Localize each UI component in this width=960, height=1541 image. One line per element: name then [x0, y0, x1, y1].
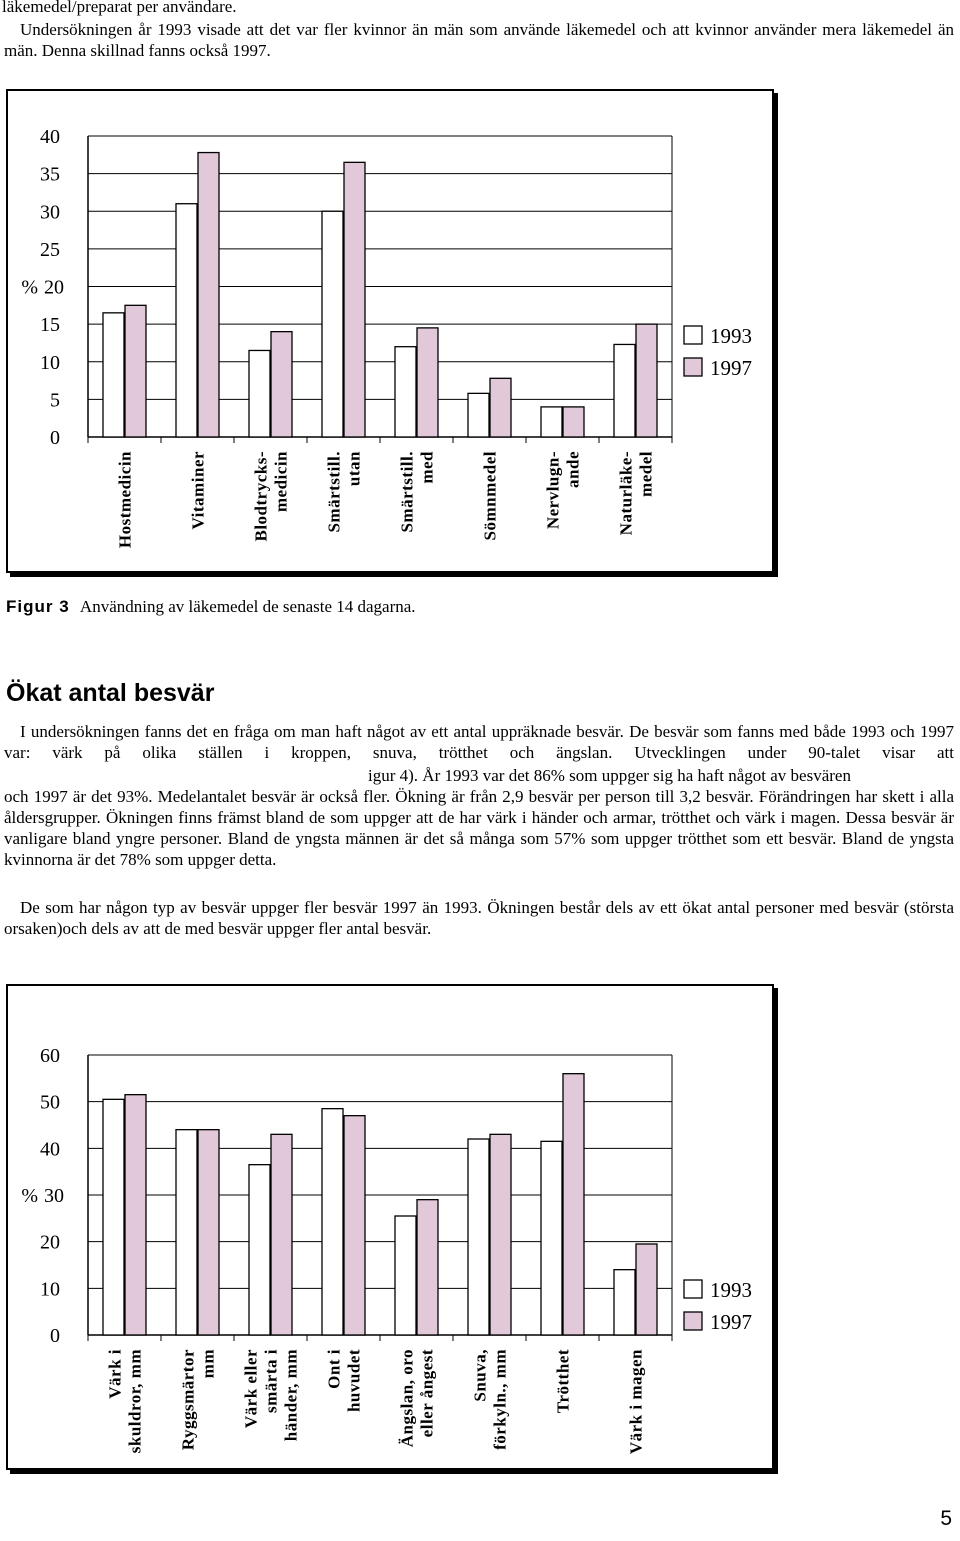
- bar-1993: [541, 1141, 562, 1335]
- bar-1997: [490, 378, 511, 437]
- bar-1997: [490, 1134, 511, 1335]
- y-tick-label: 0: [50, 427, 60, 449]
- x-tick-label-line: Vitaminer: [188, 451, 208, 530]
- x-tick-label-line: Hostmedicin: [115, 451, 135, 549]
- x-tick-label: [617, 451, 656, 535]
- bar-1997: [198, 153, 219, 437]
- bar-1993: [614, 1270, 635, 1335]
- x-tick-label: [398, 1349, 437, 1447]
- x-tick-label-line: Ängslan, oro: [397, 1349, 417, 1448]
- x-tick-label-line: huvudet: [344, 1349, 364, 1413]
- x-tick-label-line: Snuva,: [470, 1349, 490, 1402]
- x-tick-label-line: eller ångest: [417, 1349, 437, 1438]
- bar-1993: [103, 1099, 124, 1335]
- x-tick-label-line: Smärtstill.: [397, 451, 417, 533]
- bar-1997: [636, 324, 657, 437]
- x-tick-label-line: skuldror, mm: [125, 1349, 145, 1454]
- y-tick-label: 30: [40, 201, 60, 224]
- bar-1993: [176, 204, 197, 437]
- section-heading: Ökat antal besvär: [6, 679, 215, 707]
- x-tick-label: [398, 451, 437, 533]
- bar-1997: [271, 332, 292, 437]
- x-tick-label-line: Smärtstill.: [324, 451, 344, 533]
- x-tick-label-line: Nervlugn-: [543, 451, 563, 530]
- legend-label-1993: 1993: [710, 324, 752, 348]
- y-tick-label: 10: [40, 1278, 60, 1301]
- y-tick-label: 60: [40, 1045, 60, 1067]
- y-axis-label: %: [21, 276, 38, 299]
- x-tick-label-line: smärta i: [261, 1349, 281, 1413]
- y-tick-label: 25: [40, 238, 60, 261]
- page-number: 5: [940, 1507, 952, 1530]
- legend-swatch-1993: [684, 1280, 702, 1298]
- bar-1993: [541, 407, 562, 437]
- legend-label-1997: 1997: [710, 356, 752, 380]
- bar-1993: [176, 1130, 197, 1335]
- x-tick-label-line: Värk eller: [241, 1349, 261, 1429]
- bar-1993: [468, 1139, 489, 1335]
- paragraph-2-rest: och 1997 är det 93%. Medelantalet besvär är också fler. Ökning är från 2,9 besvär per person till 3,2 besvär. Förändringen har skett i alla åldersgrupper. Ökningen finns främst bland de som uppger att de har värk i händer och armar, trötthet och värk i magen. Dessa besvär är vanligare bland yngre personer. Bland de yngsta männen är det så många som 57% som uppger trötthet som ett besvär. Bland de yngsta kvinnorna är det 78% som uppger detta.: [4, 787, 954, 869]
- y-tick-label: 20: [40, 1231, 60, 1254]
- bar-1993: [322, 211, 343, 437]
- bar-1993: [614, 344, 635, 437]
- y-tick-label: 15: [40, 314, 60, 337]
- x-tick-label-line: medicin: [271, 451, 291, 513]
- x-tick-label-line: Ryggsmärtor: [178, 1349, 198, 1451]
- figure-label: Figur 3: [6, 597, 70, 616]
- y-axis-label: %: [21, 1185, 38, 1207]
- bar-1997: [563, 407, 584, 437]
- legend-label-1993: 1993: [710, 1278, 752, 1302]
- bar-1997: [636, 1244, 657, 1335]
- bar-1997: [344, 1116, 365, 1335]
- bar-1997: [344, 162, 365, 437]
- y-tick-label: 30: [44, 1185, 64, 1207]
- paragraph-2-line2: igur 4). År 1993 var det 86% som uppger sig ha haft något av besvären: [368, 766, 851, 785]
- x-tick-label: [252, 451, 291, 542]
- y-tick-label: 0: [50, 1325, 60, 1347]
- bar-1993: [249, 350, 270, 437]
- top-line: läkemedel/preparat per användare.: [2, 0, 237, 16]
- bar-1993: [249, 1165, 270, 1335]
- x-tick-label-line: medel: [636, 451, 656, 497]
- x-tick-label: [106, 1349, 145, 1453]
- x-tick-label: [627, 1349, 646, 1454]
- x-tick-label-line: Trötthet: [553, 1349, 573, 1414]
- x-tick-label-line: Värk i magen: [626, 1349, 646, 1455]
- x-tick-label-line: händer, mm: [281, 1349, 301, 1442]
- y-tick-label: 10: [40, 351, 60, 374]
- chart-frame-1: [6, 89, 774, 573]
- x-tick-label: [554, 1349, 573, 1413]
- bar-chart-medicine-use: [8, 91, 772, 571]
- x-tick-label-line: ande: [563, 451, 583, 488]
- x-tick-label: [242, 1349, 301, 1441]
- legend-label-1997: 1997: [710, 1310, 752, 1334]
- bar-1997: [198, 1130, 219, 1335]
- bar-1993: [322, 1109, 343, 1335]
- x-tick-label-line: Blodtrycks-: [251, 451, 271, 542]
- x-tick-label-line: Naturläke-: [616, 451, 636, 536]
- x-tick-label-line: med: [417, 451, 437, 484]
- bar-1993: [468, 393, 489, 437]
- legend-swatch-1993: [684, 326, 702, 344]
- bar-1997: [417, 1200, 438, 1335]
- bar-1993: [103, 313, 124, 437]
- bar-1997: [563, 1074, 584, 1335]
- figure-3-caption: [6, 596, 416, 617]
- bar-1997: [125, 305, 146, 437]
- x-tick-label: [325, 1349, 364, 1412]
- x-tick-label-line: Sömnmedel: [480, 451, 500, 541]
- figure-caption-text: Användning av läkemedel de senaste 14 dagarna.: [79, 597, 416, 616]
- bar-1997: [417, 328, 438, 437]
- chart-frame-2: [6, 984, 774, 1470]
- x-tick-label: [179, 1349, 218, 1450]
- paragraph-1: Undersökningen år 1993 visade att det var fler kvinnor än män som använde läkemedel och att kvinnor använder mera läkemedel än män. Denna skillnad fanns också 1997.: [4, 20, 954, 60]
- x-tick-label-line: utan: [344, 451, 364, 487]
- bar-1997: [125, 1095, 146, 1335]
- x-tick-label: [544, 451, 583, 529]
- bar-1993: [395, 347, 416, 437]
- legend-swatch-1997: [684, 1312, 702, 1330]
- y-tick-label: 40: [40, 126, 60, 148]
- x-tick-label-line: Värk i: [105, 1349, 125, 1399]
- bar-1997: [271, 1134, 292, 1335]
- y-tick-label: 50: [40, 1091, 60, 1114]
- legend-swatch-1997: [684, 358, 702, 376]
- x-tick-label: [189, 451, 208, 529]
- x-tick-label: [325, 451, 364, 533]
- bar-1993: [395, 1216, 416, 1335]
- x-tick-label: [481, 451, 500, 541]
- x-tick-label-line: mm: [198, 1349, 218, 1379]
- y-tick-label: 20: [44, 276, 64, 299]
- paragraph-3: De som har någon typ av besvär uppger fler besvär 1997 än 1993. Ökningen består dels av ett ökat antal personer med besvär (största orsaken)och dels av att de med besvär uppger fler antal besvär.: [4, 898, 954, 938]
- y-tick-label: 5: [50, 389, 60, 412]
- x-tick-label-line: förkyln., mm: [490, 1349, 510, 1450]
- x-tick-label: [116, 451, 135, 548]
- bar-chart-complaints: [8, 986, 772, 1468]
- x-tick-label: [471, 1349, 510, 1450]
- y-tick-label: 35: [40, 163, 60, 186]
- x-tick-label-line: Ont i: [324, 1349, 344, 1389]
- paragraph-2-line1: I undersökningen fanns det en fråga om man haft något av ett antal uppräknade besvär. De besvär som fanns med både 1993 och 1997 var: värk på olika ställen i kroppen, snuva, trötthet och ängslan. Utvecklingen under 90-talet visar att: [4, 722, 954, 762]
- y-tick-label: 40: [40, 1138, 60, 1161]
